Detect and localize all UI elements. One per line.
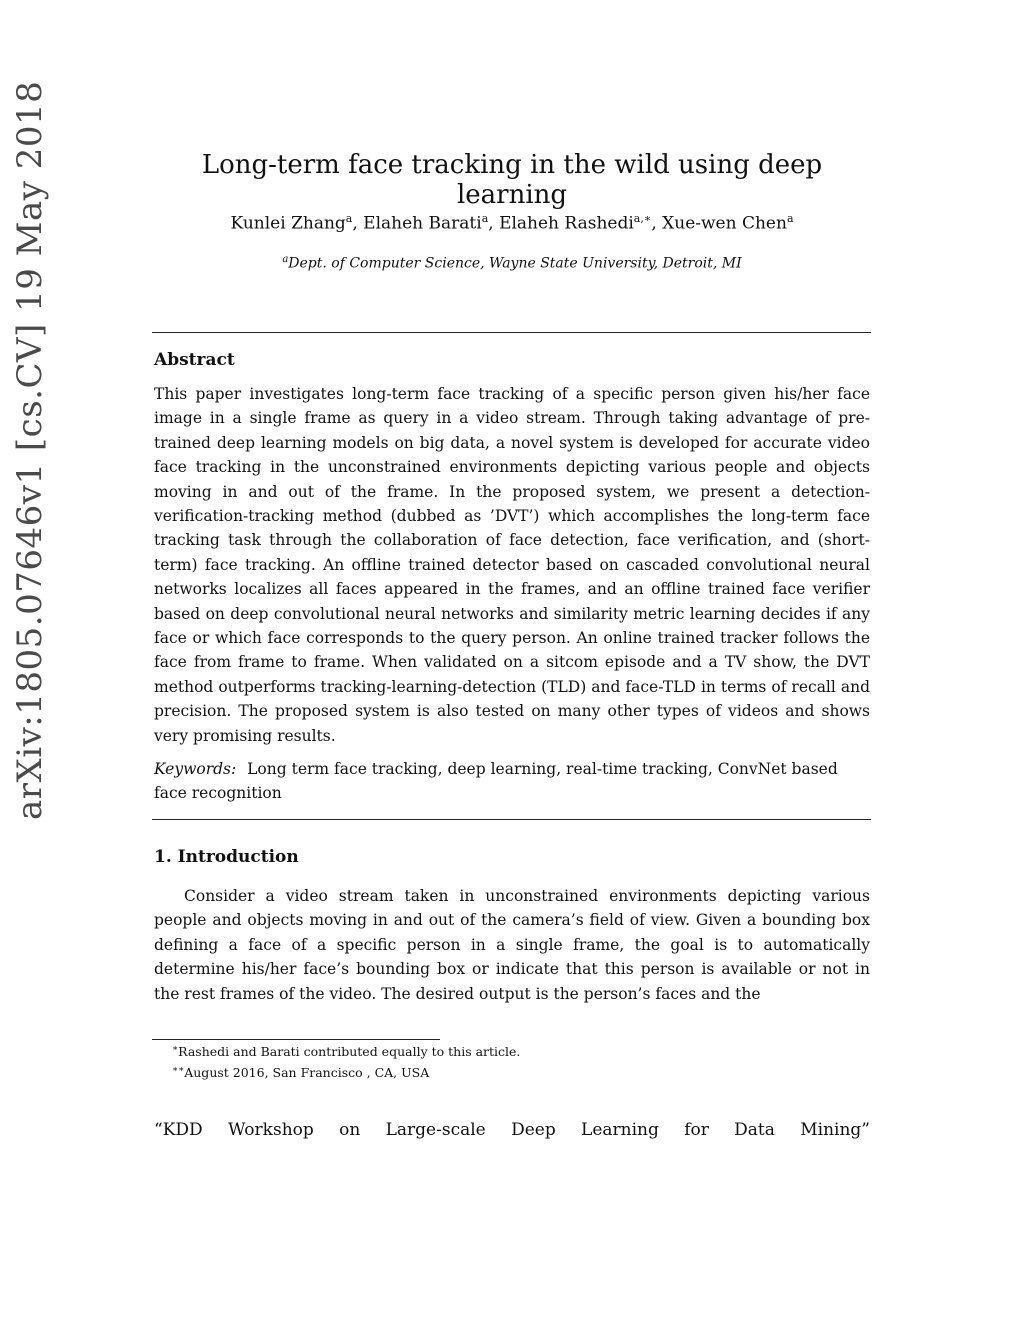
- footnote-mark: ∗: [172, 1044, 179, 1054]
- affiliation-text: Dept. of Computer Science, Wayne State University, Detroit, MI: [288, 255, 742, 272]
- footnote-mark: ∗∗: [172, 1065, 185, 1075]
- author-marker: a: [345, 212, 353, 225]
- venue-word: Deep: [511, 1120, 556, 1140]
- venue-word: Workshop: [227, 1120, 314, 1140]
- author-name: Kunlei Zhang: [230, 213, 346, 234]
- venue-word: Learning: [581, 1120, 659, 1140]
- author-name: Elaheh Rashedi: [499, 213, 634, 234]
- abstract-heading: Abstract: [154, 350, 235, 370]
- affiliation-marker: a: [282, 254, 289, 265]
- venue-word: for: [684, 1120, 709, 1140]
- paper-title: Long-term face tracking in the wild using deep learning: [201, 150, 823, 210]
- abstract-text: This paper investigates long-term face tracking of a specific person given his/her face image in a single frame as query in a video stream. Through taking advantage of pre-trained deep learning models on big data, a novel system is developed for accurate video face tracking in the unconstrained environments depicting various people and objects moving in and out of the frame. In the proposed system, we present a detection-verification-tracking method (dubbed as ’DVT’) which accomplishes the long-term face tracking task through the collaboration of face detection, face verification, and (short-term) face tracking. An offline trained detector based on cascaded convolutional neural networks localizes all faces appeared in the frames, and an offline trained face verifier based on deep convolutional neural networks and similarity metric learning decides if any face or which face corresponds to the query person. An online trained tracker follows the face from frame to frame. When validated on a sitcom episode and a TV show, the DVT method outperforms tracking-learning-detection (TLD) and face-TLD in terms of recall and precision. The proposed system is also tested on many other types of videos and shows very promising results.: [154, 385, 870, 745]
- venue-word: Data: [734, 1120, 775, 1140]
- venue-word: Large-scale: [385, 1120, 486, 1140]
- author-name: Elaheh Barati: [363, 213, 482, 234]
- abstract-top-rule: [152, 332, 871, 333]
- author-marker: a: [481, 212, 489, 225]
- keywords: [154, 757, 870, 806]
- keywords-text: Long term face tracking, deep learning, real-time tracking, ConvNet based face recognition: [154, 760, 838, 803]
- venue-word: on: [339, 1120, 361, 1140]
- footnote-text: Rashedi and Barati contributed equally to this article.: [178, 1044, 521, 1060]
- author-marker: a: [786, 212, 794, 225]
- venue-word: Mining”: [800, 1120, 870, 1140]
- venue-word: “KDD: [154, 1120, 203, 1140]
- author-list: Kunlei Zhang$^a$, Elaheh Barati$^a$, Elaheh Rashedi$^{a,∗}$, Xue-wen Chen$^a$: [230, 212, 794, 234]
- introduction-text: Consider a video stream taken in unconstrained environments depicting various people and objects moving in and out of the camera’s field of view. Given a bounding box defining a face of a specific person in a single frame, the goal is to automatically determine his/her face’s bounding box or indicate that this person is available or not in the rest frames of the video. The desired output is the person’s faces and the: [154, 887, 870, 1003]
- author-name: Xue-wen Chen: [662, 213, 787, 234]
- section-heading-introduction: 1. Introduction: [154, 847, 299, 867]
- footnote: [172, 1044, 520, 1059]
- author-marker: a,∗: [633, 212, 652, 225]
- footnote-rule: [152, 1039, 440, 1040]
- footnote: [172, 1065, 429, 1080]
- affiliation: [152, 254, 872, 272]
- footnote-text: August 2016, San Francisco , CA, USA: [184, 1065, 430, 1081]
- keywords-label: Keywords:: [154, 760, 237, 778]
- abstract-bottom-rule: [152, 819, 871, 820]
- venue-note: [154, 1120, 870, 1140]
- arxiv-identifier: arXiv:1805.07646v1 [cs.CV] 19 May 2018: [10, 80, 50, 820]
